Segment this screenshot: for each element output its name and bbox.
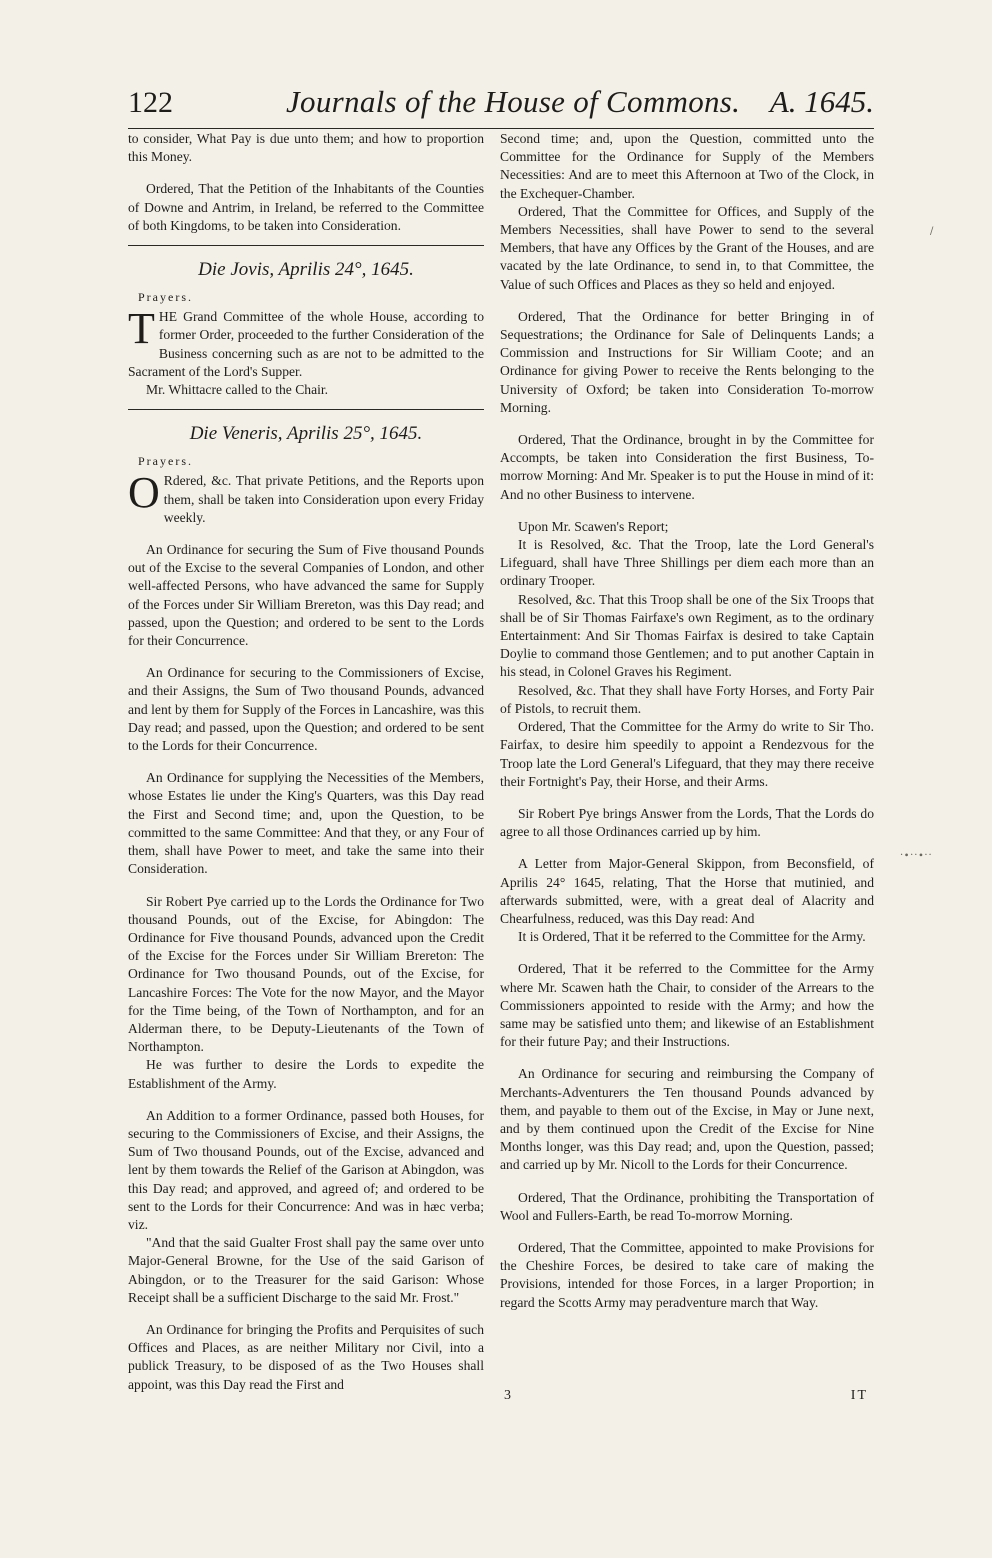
- running-head: [128, 84, 874, 129]
- section-heading: Die Jovis, Aprilis 24°, 1645.: [198, 259, 414, 281]
- paragraph: Ordered, That the Committee for Offices, and Supply of the Members Necessities, shall have Power to send to the several Members, that have any Offices by the Grant of the Houses, and are vacated by the late Ordinance, to send in, to that Committee, the Value of such Offices and Places as they so held and enjoyed.: [500, 203, 874, 292]
- paragraph-text: HE Grand Committee of the whole House, according to former Order, proceeded to the further Consideration of the Business concerning such as are not to be admitted to the Sacrament of the Lord's Supper.: [128, 309, 484, 379]
- paragraph: [128, 304, 484, 381]
- paragraph: Ordered, That the Committee, appointed to make Provisions for the Cheshire Forces, be desired to take care of making the Provisions, intended for those Forces, in a larger Proportion; in regard the Scotts Army may peradventure march that Way.: [500, 1239, 874, 1310]
- paragraph: Ordered, That it be referred to the Committee for the Army where Mr. Scawen hath the Chair, to consider of the Arrears to the Commissioners appointed to reside with the Army; and how the same may be satisfied unto them; and likewise of an Establishment for their future Pay; and their Instructions.: [500, 961, 874, 1050]
- paragraph: Ordered, That the Committee for the Army do write to Sir Tho. Fairfax, to desire him speedily to appoint a Rendezvous for the Troop late the Lord General's Lifeguard, that they may there receive their Fortnight's Pay, their Horse, and their Arms.: [500, 719, 874, 789]
- paragraph: Resolved, &c. That they shall have Forty Horses, and Forty Pair of Pistols, to recruit them.: [500, 682, 874, 716]
- prayers-label: Prayers.: [138, 290, 193, 305]
- paragraph: An Ordinance for securing to the Commissioners of Excise, and their Assigns, the Sum of Two thousand Pounds, advanced and lent by them for Supply of the Forces in Lancashire, was this Day read; and passed, upon the Question; and ordered to be sent to the Lords for their Concurrence.: [128, 665, 484, 754]
- paragraph: Second time; and, upon the Question, committed unto the Committee for the Ordinance for Supply of the Members Necessities: And are to meet this Afternoon at Two of the Clock, in the Exchequer-Chamber.: [500, 131, 874, 201]
- margin-speck: /: [930, 226, 934, 237]
- paragraph: "And that the said Gualter Frost shall pay the same over unto Major-General Browne, for the Use of the said Garison of Abingdon, or to the Treasurer for the said Garison: Whose Receipt shall be a sufficient Discharge to the said Mr. Frost.": [128, 1235, 484, 1305]
- paragraph: An Addition to a former Ordinance, passed both Houses, for securing to the Commissioners of Excise, and their Assigns, the Sum of Two thousand Pounds, out of the Excise, advanced and lent by them towards the Relief of the Garison at Abingdon, was this Day read; and approved, and agreed of; and ordered to be sent to the Lords for their Concurrence: And was in hæc verba; viz.: [128, 1107, 484, 1232]
- paragraph: He was further to desire the Lords to expedite the Establishment of the Army.: [128, 1057, 484, 1091]
- paragraph: Sir Robert Pye carried up to the Lords the Ordinance for Two thousand Pounds, out of the Excise, for Abingdon: The Ordinance for Five thousand Pounds, advanced upon the Credit of the Excise for the Forces under Sir William Brereton: The Ordinance for Two thousand Pounds, out of the Excise, for Lancashire Forces: The Vote for the now Mayor, and the Mayor for the Time being, of the Town of Northampton, and for an Alderman there, to be Deputy-Lieutenants of the Town of Northampton.: [128, 893, 484, 1055]
- margin-speck: ·∙··∙··: [900, 850, 933, 861]
- paragraph: It is Ordered, That it be referred to the Committee for the Army.: [518, 929, 866, 945]
- paragraph: Resolved, &c. That this Troop shall be one of the Six Troops that shall be of Sir Thomas Fairfaxe's own Regiment, as to the ordinary Entertainment: And Sir Thomas Fairfax is desired to take Captain Doylie to command those Gentlemen; and to put another Captain in his stead, in Colonel Graves his Regiment.: [500, 591, 874, 680]
- page-year: A. 1645.: [769, 84, 874, 119]
- page-title: Journals of the House of Commons.: [286, 84, 741, 119]
- paragraph: Ordered, That the Ordinance, prohibiting the Transportation of Wool and Fullers-Earth, be read To-morrow Morning.: [500, 1189, 874, 1223]
- signature-mark: 3: [504, 1388, 511, 1403]
- section-heading: Die Veneris, Aprilis 25°, 1645.: [189, 423, 423, 445]
- paragraph: Ordered, That the Ordinance for better Bringing in of Sequestrations; the Ordinance for Sale of Delinquents Lands; a Commission and Instructions for Sir William Coote; and an Ordinance for giving Power to receive the Rents belonging to the University of Oxford; be taken into Consideration To-morrow Morning.: [500, 308, 874, 415]
- drop-cap: O: [128, 468, 160, 518]
- paragraph: Ordered, That the Petition of the Inhabitants of the Counties of Downe and Antrim, in Ireland, be referred to the Committee of both Kingdoms, to be taken into Consideration.: [128, 181, 484, 233]
- divider: [128, 409, 484, 410]
- paragraph: Ordered, That the Ordinance, brought in by the Committee for Accompts, be taken into Consideration the first Business, To-morrow Morning: And Mr. Speaker is to put the House in mind of it: And no other Business to intervene.: [500, 432, 874, 502]
- paragraph: Sir Robert Pye brings Answer from the Lords, That the Lords do agree to all those Ordinances carried up by him.: [500, 805, 874, 840]
- prayers-label: Prayers.: [138, 454, 193, 469]
- drop-cap: T: [128, 304, 155, 354]
- paragraph: An Ordinance for securing the Sum of Five thousand Pounds out of the Excise to the several Companies of London, and other well-affected Persons, who have advanced the same for Supply of the Forces under Sir William Brereton, was this Day read; and passed, upon the Question; and ordered to be sent to the Lords for their Concurrence.: [128, 542, 484, 649]
- paragraph: Mr. Whittacre called to the Chair.: [146, 382, 329, 398]
- left-column: [128, 130, 484, 1394]
- paragraph: An Ordinance for bringing the Profits and Perquisites of such Offices and Places, as are neither Military nor Civil, into a publick Treasury, to be disposed of as the Two Houses shall appoint, was this Day read the First and: [128, 1321, 484, 1392]
- paragraph: Upon Mr. Scawen's Report;: [518, 518, 669, 534]
- paragraph: An Ordinance for securing and reimbursing the Company of Merchants-Adventurers the Ten thousand Pounds advanced by them, and payable to them out of the Excise, in May or June next, and by them continued upon the Credit of the Excise for Nine Months longer, was this Day read; and, upon the Question, passed; and carried up by Mr. Nicoll to the Lords for their Concurrence.: [500, 1066, 874, 1173]
- paragraph: A Letter from Major-General Skippon, from Beconsfield, of Aprilis 24° 1645, relating, That the Horse that mutinied, and afterwards submitted, were, with a great deal of Alacrity and Chearfulness, reduced, was this Day read: And: [500, 856, 874, 926]
- paragraph: It is Resolved, &c. That the Troop, late the Lord General's Lifeguard, shall have Three Shillings per diem each more than an ordinary Trooper.: [500, 537, 874, 589]
- page-number: 122: [128, 86, 173, 119]
- catchword: IT: [850, 1388, 868, 1403]
- paragraph-text: Rdered, &c. That private Petitions, and the Reports upon them, shall be taken into Consideration upon every Friday weekly.: [163, 473, 484, 525]
- paragraph: An Ordinance for supplying the Necessities of the Members, whose Estates lie under the King's Quarters, was this Day read the First and Second time; and, upon the Question, to be committed to the same Committee: And that they, or any Four of them, shall have Power to meet, and take the same into their Consideration.: [128, 770, 484, 877]
- paragraph: to consider, What Pay is due unto them; and how to proportion this Money.: [128, 131, 484, 165]
- divider: [128, 245, 484, 246]
- right-column: [500, 130, 874, 1312]
- paragraph: [128, 468, 484, 527]
